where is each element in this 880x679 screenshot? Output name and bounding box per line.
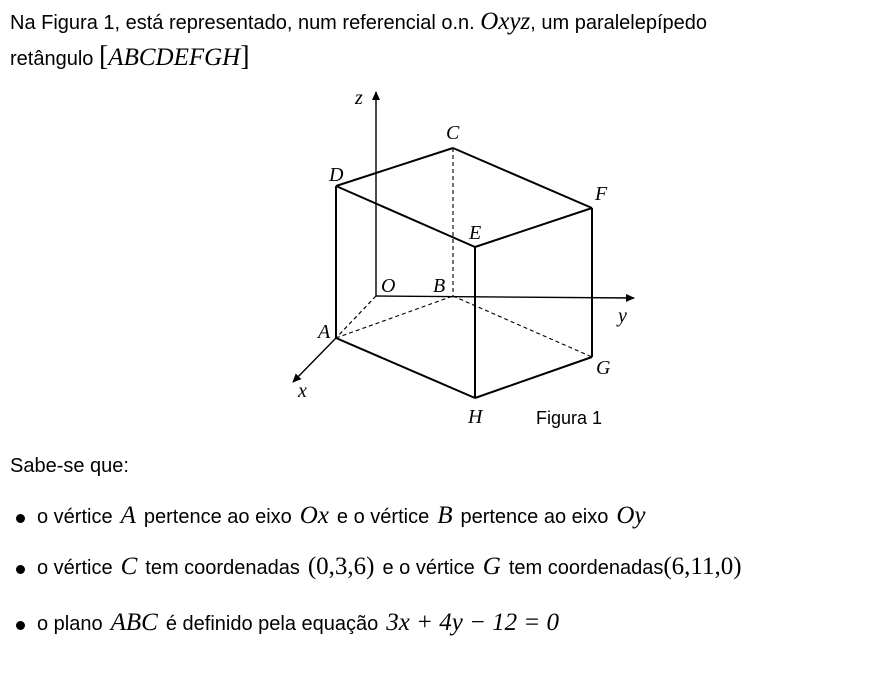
edge-CF bbox=[453, 148, 592, 208]
facts-intro: Sabe-se que: bbox=[10, 455, 129, 477]
intro-text-2: , um paralelepípedo bbox=[530, 12, 708, 34]
solid-name: ABCDEFGH bbox=[108, 44, 241, 71]
x-axis bbox=[293, 338, 336, 382]
vertex-label-F: F bbox=[595, 183, 608, 205]
fact-3-plane-ABC: ABC bbox=[110, 609, 158, 636]
edge-DC bbox=[336, 148, 453, 186]
fact-1-text-2: pertence ao eixo bbox=[143, 506, 292, 528]
fact-2-text-2: tem coordenadas bbox=[145, 557, 300, 579]
frame-name: Oxyz bbox=[480, 8, 531, 35]
fact-2-coords-G: (6,11,0) bbox=[663, 553, 742, 580]
figure-caption: Figura 1 bbox=[536, 408, 603, 428]
fact-2-vertex-G: G bbox=[482, 553, 501, 580]
fact-2-text-4: tem coordenadas bbox=[508, 557, 664, 579]
edge-DE bbox=[336, 186, 475, 247]
edge-BG bbox=[453, 296, 592, 357]
fact-item-3 bbox=[12, 609, 559, 637]
fact-2-vertex-C: C bbox=[120, 553, 138, 580]
vertex-label-E: E bbox=[469, 222, 482, 244]
intro-text-3: retângulo bbox=[10, 48, 94, 70]
fact-3-text-1: o plano bbox=[37, 613, 103, 635]
edge-EF bbox=[475, 208, 592, 247]
edge-HG bbox=[475, 357, 592, 398]
bullet-icon bbox=[16, 621, 25, 630]
fact-1-text-4: pertence ao eixo bbox=[460, 506, 609, 528]
vertex-label-D: D bbox=[329, 164, 344, 186]
fact-2-coords-C: (0,3,6) bbox=[307, 553, 375, 580]
edge-AB bbox=[336, 296, 453, 338]
vertex-label-C: C bbox=[446, 122, 460, 144]
vertex-label-B: B bbox=[433, 275, 446, 297]
bracket-open: [ bbox=[98, 41, 109, 72]
intro-text-1: Na Figura 1, está representado, num referencial o.n. bbox=[10, 12, 475, 34]
fact-1-vertex-A: A bbox=[120, 502, 136, 529]
vertex-label-H: H bbox=[468, 406, 483, 428]
axis-label-x: x bbox=[298, 380, 307, 402]
vertex-label-G: G bbox=[596, 357, 611, 379]
bullet-icon bbox=[16, 514, 25, 523]
fact-1-vertex-B: B bbox=[437, 502, 453, 529]
fact-2-text-1: o vértice bbox=[37, 557, 113, 579]
x-axis-hidden bbox=[336, 296, 376, 338]
fact-1-axis-Ox: Ox bbox=[299, 502, 329, 529]
axis-label-y: y bbox=[618, 305, 627, 327]
fact-item-1 bbox=[12, 502, 646, 530]
vertex-label-O: O bbox=[381, 275, 396, 297]
fact-1-axis-Oy: Oy bbox=[616, 502, 646, 529]
edge-AH bbox=[336, 338, 475, 398]
fact-1-text-3: e o vértice bbox=[336, 506, 430, 528]
fact-1-text-1: o vértice bbox=[37, 506, 113, 528]
fact-3-equation: 3x + 4y − 12 = 0 bbox=[386, 609, 560, 636]
bullet-icon bbox=[16, 565, 25, 574]
fact-item-2 bbox=[12, 553, 742, 581]
axis-label-z: z bbox=[355, 87, 363, 109]
fact-3-text-2: é definido pela equação bbox=[165, 613, 379, 635]
vertex-label-A: A bbox=[318, 321, 331, 343]
bracket-close: ] bbox=[240, 41, 250, 72]
fact-2-text-3: e o vértice bbox=[382, 557, 475, 579]
y-axis bbox=[376, 296, 634, 298]
